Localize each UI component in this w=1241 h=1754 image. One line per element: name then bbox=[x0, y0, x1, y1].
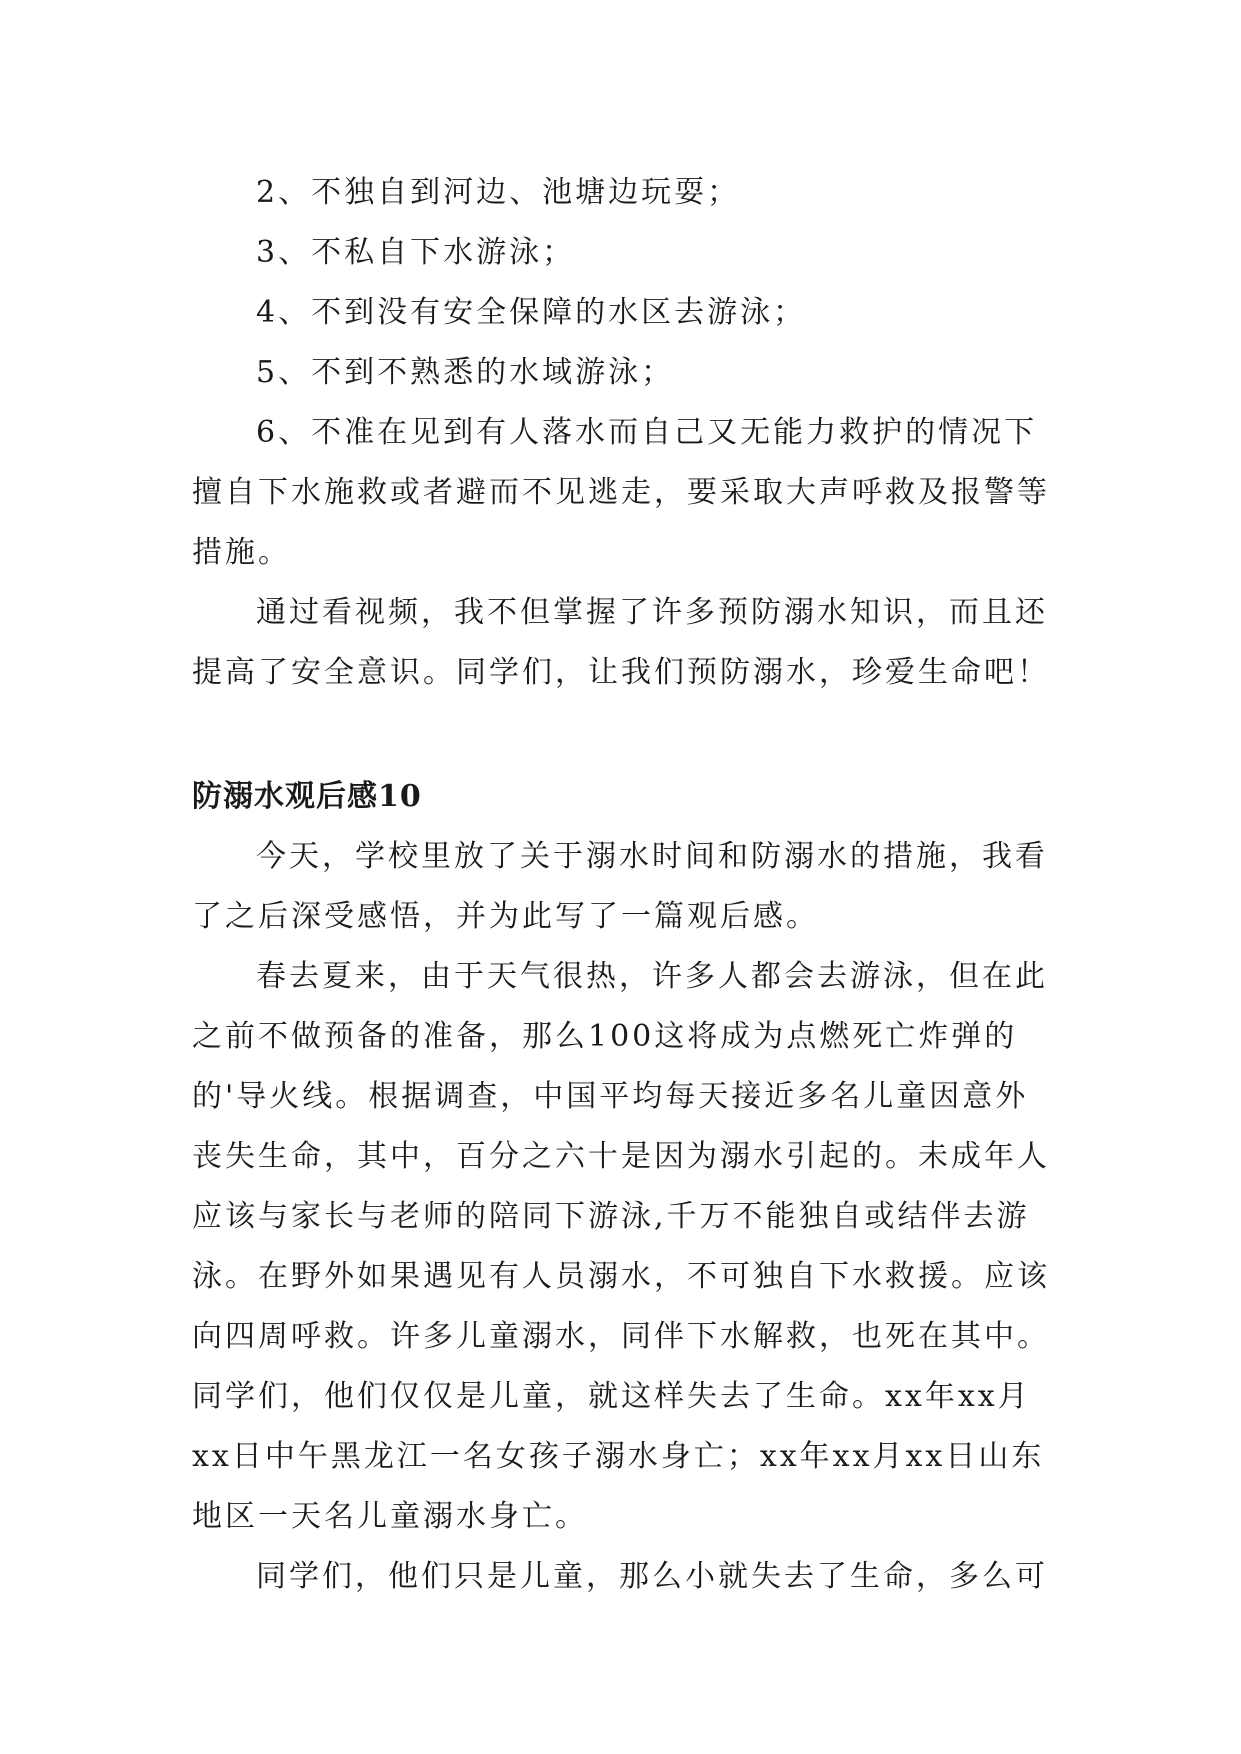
list-item-3: 3、不私自下水游泳； bbox=[256, 235, 576, 270]
body-paragraph: 今天，学校里放了关于溺水时间和防溺水的措施，我看了之后深受感悟，并为此写了一篇观后感。 bbox=[192, 839, 1048, 934]
body-paragraph: 同学们，他们只是儿童，那么小就失去了生命，多么可 bbox=[256, 1559, 1048, 1594]
body-paragraph: 春去夏来，由于天气很热，许多人都会去游泳，但在此之前不做预备的准备，那么100这将成为点燃死亡炸弹的的'导火线。根据调查，中国平均每天接近多名儿童因意外丧失生命，其中，百分之六十是因为溺水引起的。未成年人应该与家长与老师的陪同下游泳,千万不能独自或结伴去游泳。在野外如果遇见有人员溺水，不可独自下水救援。应该向四周呼救。许多儿童溺水，同伴下水解救，也死在其中。同学们，他们仅仅是儿童，就这样失去了生命。xx年xx月xx日中午黑龙江一名女孩子溺水身亡；xx年xx月xx日山东地区一天名儿童溺水身亡。 bbox=[192, 959, 1050, 1534]
list-item-2: 2、不独自到河边、池塘边玩耍； bbox=[256, 175, 741, 210]
list-item-6: 6、不准在见到有人落水而自己又无能力救护的情况下擅自下水施救或者避而不见逃走，要采取大声呼救及报警等措施。 bbox=[192, 415, 1050, 570]
list-item-5: 5、不到不熟悉的水域游泳； bbox=[256, 355, 675, 390]
list-item-4: 4、不到没有安全保障的水区去游泳； bbox=[256, 295, 807, 330]
conclusion-paragraph: 通过看视频，我不但掌握了许多预防溺水知识，而且还提高了安全意识。同学们，让我们预防溺水，珍爱生命吧！ bbox=[192, 595, 1050, 690]
section-heading: 防溺水观后感10 bbox=[192, 779, 422, 814]
section-gap bbox=[192, 703, 1050, 767]
document-body bbox=[192, 163, 1050, 1607]
